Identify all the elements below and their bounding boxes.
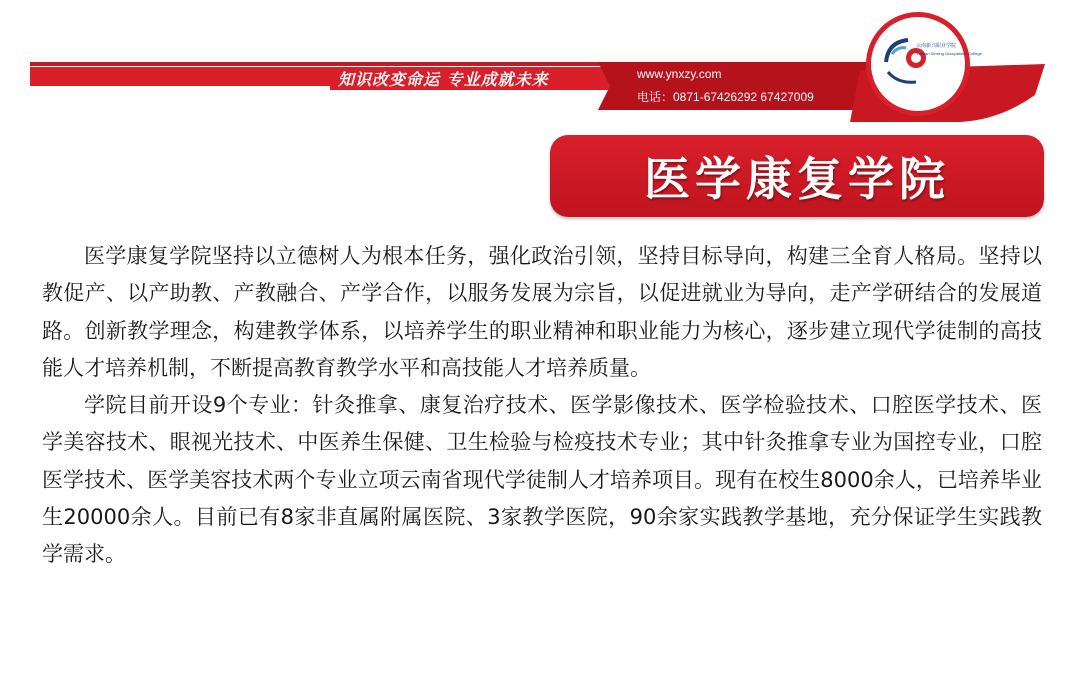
page-title: 医学康复学院: [644, 152, 950, 206]
college-logo: [862, 12, 982, 116]
paragraph-majors: 学院目前开设9个专业：针灸推拿、康复治疗技术、医学影像技术、医学检验技术、口腔医学技术、医学美容技术、眼视光技术、中医养生保健、卫生检验与检疫技术专业；其中针灸推拿专业为国控专业，口腔医学技术、医学美容技术两个专业立项云南省现代学徒制人才培养项目。现有在校生8000余人，已培养毕业生20000余人。目前已有8家非直属附属医院、3家教学医院，90余家实践教学基地，充分保证学生实践教学需求。: [42, 393, 1042, 567]
white-stripe: [30, 86, 330, 90]
website-link[interactable]: www.ynxzy.com: [637, 67, 722, 81]
title-banner: [550, 135, 1044, 217]
slogan: 知识改变命运 专业成就未来: [338, 70, 549, 89]
logo-text-cn: 云南新兴职业学院: [916, 43, 957, 49]
logo-emblem-icon: [878, 32, 950, 92]
logo-text-en: Yunnan Xinxing Occupations College: [916, 51, 982, 56]
paragraph-intro: 医学康复学院坚持以立德树人为根本任务，强化政治引领，坚持目标导向，构建三全育人格局。坚持以教促产、以产助教、产教融合、产学合作，以服务发展为宗旨，以促进就业为导向，走产学研结合的发展道路。创新教学理念，构建教学体系，以培养学生的职业精神和职业能力为核心，逐步建立现代学徒制的高技能人才培养机制，不断提高教育教学水平和高技能人才培养质量。: [42, 244, 1042, 380]
body-content: [42, 238, 1042, 574]
phone-number: 电话：0871-67426292 67427009: [637, 90, 814, 104]
